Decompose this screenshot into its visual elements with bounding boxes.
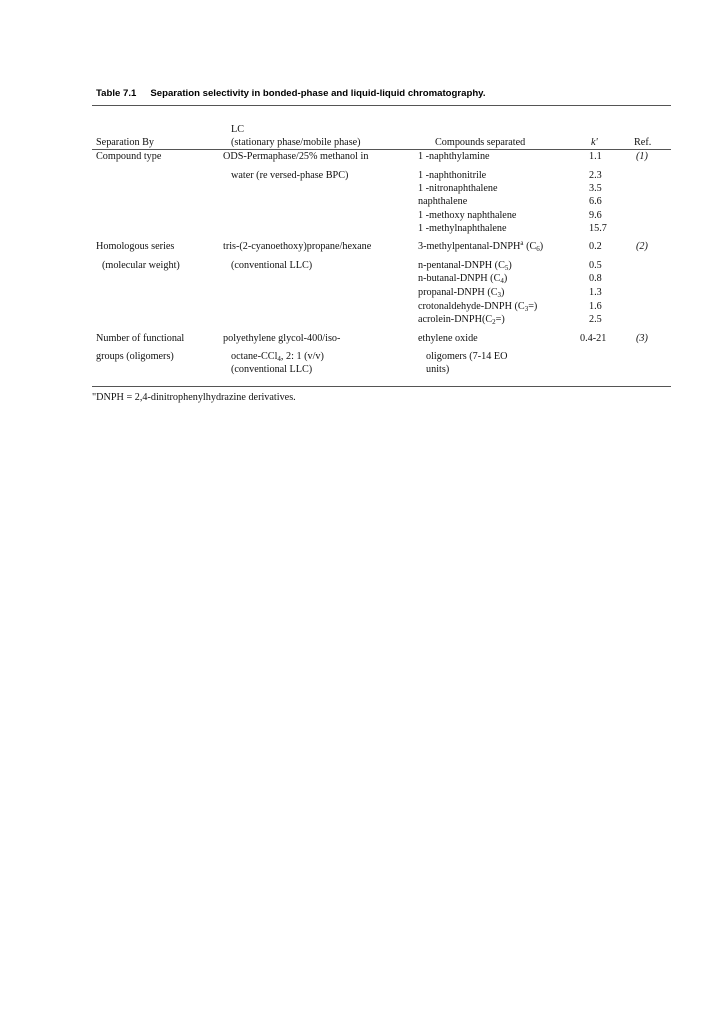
row2-k: 0.5 xyxy=(589,260,602,271)
row3-ref: (3) xyxy=(636,333,648,344)
row1-k: 2.3 xyxy=(589,170,602,181)
row2-k: 2.5 xyxy=(589,314,602,325)
row1-compound: 1 -methoxy naphthalene xyxy=(418,210,517,221)
row3-k: 0.4-21 xyxy=(580,333,607,344)
row2-lc-line1: tris-(2-cyanoethoxy)propane/hexane xyxy=(223,241,372,252)
header-lc: LC xyxy=(231,124,245,135)
row3-separation-line2: groups (oligomers) xyxy=(96,351,174,362)
row2-compound: 3-methylpentanal-DNPH$^a$ $(C_6)$ xyxy=(418,239,544,253)
row1-compound: naphthalene xyxy=(418,196,468,207)
row2-k: 1.3 xyxy=(589,287,602,298)
table-footnote: "DNPH = 2,4-dinitrophenylhydrazine derivatives. xyxy=(92,392,296,403)
header-compounds: Compounds separated xyxy=(435,137,526,148)
table-title-period: . xyxy=(482,88,486,99)
row1-lc-line1: ODS-Permaphase/25% methanol in xyxy=(223,151,369,162)
row2-compound: propanal-DNPH $(C_3)$ xyxy=(418,287,505,299)
row3-lc-line2: octane-CCl$_4$, 2: 1 (v/v) xyxy=(231,351,324,363)
header-k-prime: k' xyxy=(591,137,598,148)
header-lc-phase: (stationary phase/mobile phase) xyxy=(231,137,361,148)
row1-ref: (1) xyxy=(636,151,648,162)
row1-k: 1.1 xyxy=(589,151,602,162)
row3-compound: ethylene oxide xyxy=(418,333,478,344)
row2-compound: n-butanal-DNPH $(C_4)$ xyxy=(418,273,508,285)
row1-k: 3.5 xyxy=(589,183,602,194)
row2-compound: acrolein-$DNPH(C_2=)$ xyxy=(418,314,505,326)
row2-ref: (2) xyxy=(636,241,648,252)
row3-compound: oligomers (7-14 EO xyxy=(426,351,508,362)
row2-separation-line1: Homologous series xyxy=(96,241,175,252)
bottom-rule xyxy=(92,386,671,387)
row1-compound: 1 -naphthonitrile xyxy=(418,170,487,181)
header-separation-by: Separation By xyxy=(96,137,155,148)
row2-k: 1.6 xyxy=(589,301,602,312)
row2-k: 0.2 xyxy=(589,241,602,252)
table-title: Separation selectivity in bonded-phase and liquid-liquid chromatography xyxy=(150,88,483,99)
header-ref: Ref. xyxy=(634,137,652,148)
row2-k: 0.8 xyxy=(589,273,602,284)
table-label: Table 7.1 xyxy=(96,88,137,99)
row1-k: 15.7 xyxy=(589,223,607,234)
row1-compound: 1 -methylnaphthalene xyxy=(418,223,507,234)
table-caption xyxy=(96,88,485,99)
row1-separation: Compound type xyxy=(96,151,162,162)
row1-lc-line2: water (re versed-phase BPC) xyxy=(231,170,349,181)
row3-lc-line1: polyethylene glycol-400/iso- xyxy=(223,333,341,344)
row1-k: 9.6 xyxy=(589,210,602,221)
row3-lc-line3: (conventional LLC) xyxy=(231,364,313,375)
row1-compound: 1 -naphthylamine xyxy=(418,151,490,162)
top-rule xyxy=(92,105,671,106)
header-rule xyxy=(92,149,671,150)
row3-compound: units) xyxy=(426,364,450,375)
row2-separation-line2: (molecular weight) xyxy=(102,260,180,271)
row2-lc-line2: (conventional LLC) xyxy=(231,260,313,271)
row1-compound: 1 -nitronaphthalene xyxy=(418,183,498,194)
row2-compound: n-pentanal-DNPH $(C_5)$ xyxy=(418,260,512,272)
row3-separation-line1: Number of functional xyxy=(96,333,185,344)
row2-compound: crotonaldehyde-DNPH $(C_3=)$ xyxy=(418,301,538,313)
row1-k: 6.6 xyxy=(589,196,602,207)
